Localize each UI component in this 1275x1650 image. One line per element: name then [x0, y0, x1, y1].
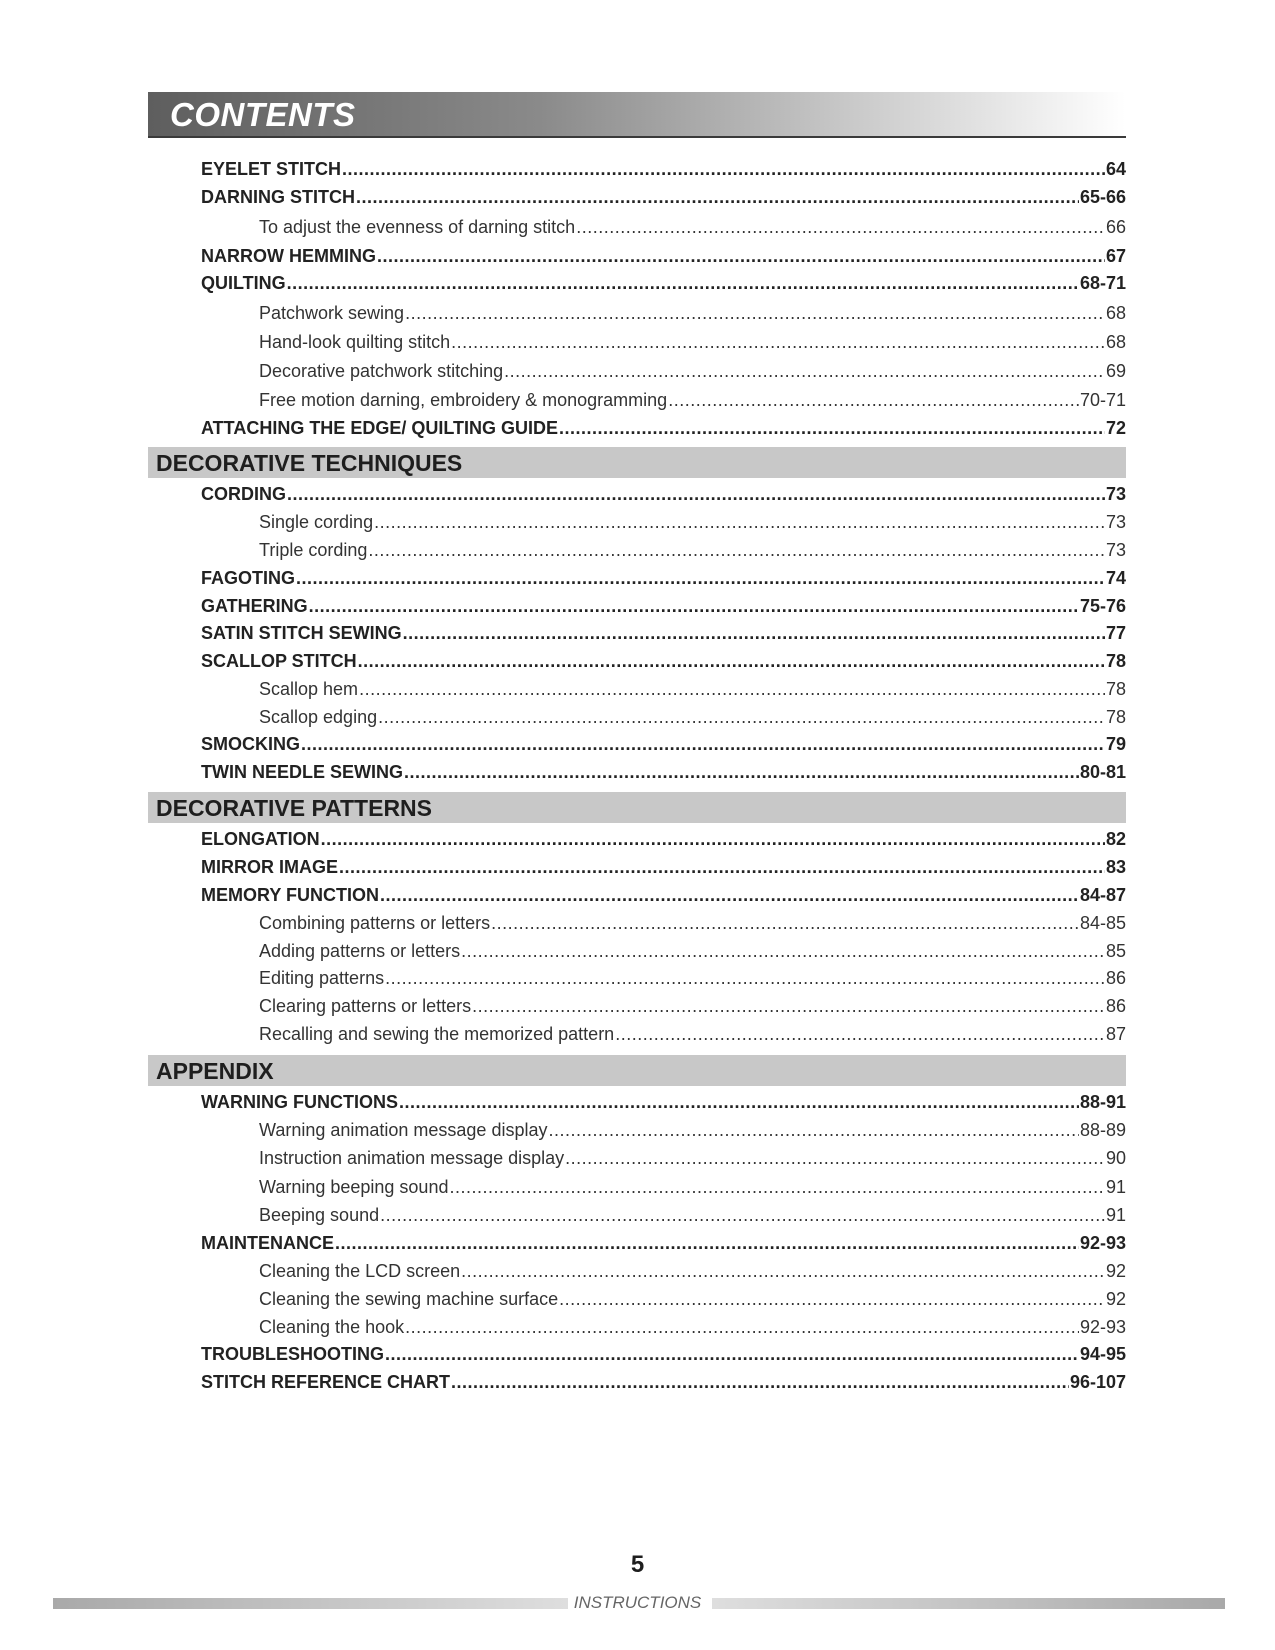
- toc-entry-label: FAGOTING: [201, 568, 295, 588]
- toc-entry-page: 83: [1105, 857, 1126, 877]
- toc-entry-label: WARNING FUNCTIONS: [201, 1092, 398, 1112]
- toc-entry[interactable]: [259, 941, 1126, 967]
- toc-entry-label: MAINTENANCE: [201, 1233, 334, 1253]
- dot-leader: [301, 734, 1105, 755]
- toc-entry-label: Combining patterns or letters: [259, 913, 491, 933]
- toc-entry-page: 92: [1105, 1261, 1126, 1281]
- dot-leader: [668, 390, 1079, 411]
- dot-leader: [296, 568, 1105, 589]
- dot-leader: [335, 1233, 1079, 1254]
- dot-leader: [491, 913, 1079, 934]
- toc-entry-page: 69: [1105, 361, 1126, 381]
- toc-entry-label: Hand-look quilting stitch: [259, 332, 451, 352]
- toc-entry[interactable]: [259, 1289, 1126, 1315]
- toc-entry-page: 91: [1105, 1205, 1126, 1225]
- toc-entry-page: 86: [1105, 996, 1126, 1016]
- toc-entry[interactable]: [259, 1024, 1126, 1050]
- dot-leader: [356, 187, 1079, 208]
- dot-leader: [377, 246, 1105, 267]
- toc-entry[interactable]: [201, 1233, 1126, 1259]
- toc-entry-label: Beeping sound: [259, 1205, 380, 1225]
- toc-entry-page: 92-93: [1079, 1317, 1126, 1337]
- dot-leader: [472, 996, 1105, 1017]
- toc-entry-label: Warning animation message display: [259, 1120, 548, 1140]
- toc-entry-label: Adding patterns or letters: [259, 941, 461, 961]
- toc-entry-page: 73: [1105, 512, 1126, 532]
- toc-entry-page: 73: [1105, 484, 1126, 504]
- toc-entry[interactable]: [259, 303, 1126, 329]
- toc-entry-page: 84-87: [1079, 885, 1126, 905]
- toc-entry[interactable]: [259, 361, 1126, 387]
- toc-entry-label: Decorative patchwork stitching: [259, 361, 504, 381]
- dot-leader: [374, 512, 1105, 533]
- toc-entry[interactable]: [201, 418, 1126, 444]
- toc-entry-page: 96-107: [1069, 1372, 1126, 1392]
- toc-entry-page: 75-76: [1079, 596, 1126, 616]
- toc-entry-label: Scallop edging: [259, 707, 378, 727]
- toc-entry-page: 68: [1105, 303, 1126, 323]
- toc-entry-page: 92: [1105, 1289, 1126, 1309]
- toc-entry-label: SATIN STITCH SEWING: [201, 623, 402, 643]
- toc-entry-label: CORDING: [201, 484, 286, 504]
- toc-entry[interactable]: [201, 596, 1126, 622]
- toc-entry[interactable]: [259, 679, 1126, 705]
- toc-entry[interactable]: [201, 273, 1126, 299]
- toc-entry-label: Cleaning the sewing machine surface: [259, 1289, 559, 1309]
- toc-entry[interactable]: [259, 1120, 1126, 1146]
- toc-entry[interactable]: [259, 332, 1126, 358]
- toc-entry-page: 77: [1105, 623, 1126, 643]
- toc-entry-page: 66: [1105, 217, 1126, 237]
- dot-leader: [565, 1148, 1105, 1169]
- dot-leader: [359, 679, 1105, 700]
- toc-entry-label: Patchwork sewing: [259, 303, 405, 323]
- section-title: DECORATIVE PATTERNS: [156, 795, 433, 821]
- section-header: [148, 792, 1126, 823]
- toc-entry-label: MEMORY FUNCTION: [201, 885, 379, 905]
- toc-entry-label: DARNING STITCH: [201, 187, 355, 207]
- toc-entry-page: 78: [1105, 707, 1126, 727]
- toc-entry-label: TWIN NEEDLE SEWING: [201, 762, 403, 782]
- toc-entry-page: 68: [1105, 332, 1126, 352]
- toc-entry[interactable]: [201, 623, 1126, 649]
- toc-entry-page: 64: [1105, 159, 1126, 179]
- toc-entry-page: 72: [1105, 418, 1126, 438]
- dot-leader: [559, 1289, 1105, 1310]
- dot-leader: [309, 596, 1079, 617]
- toc-entry-label: Warning beeping sound: [259, 1177, 449, 1197]
- toc-entry[interactable]: [201, 568, 1126, 594]
- section-header: [148, 447, 1126, 478]
- toc-entry[interactable]: [259, 217, 1126, 243]
- section-title: APPENDIX: [156, 1058, 274, 1084]
- dot-leader: [380, 1205, 1105, 1226]
- toc-entry-page: 80-81: [1079, 762, 1126, 782]
- toc-entry[interactable]: [201, 484, 1126, 510]
- page-title: CONTENTS: [170, 96, 356, 133]
- toc-entry-page: 88-91: [1079, 1092, 1126, 1112]
- dot-leader: [342, 159, 1105, 180]
- toc-entry-label: GATHERING: [201, 596, 308, 616]
- toc-entry-page: 79: [1105, 734, 1126, 754]
- toc-entry-page: 74: [1105, 568, 1126, 588]
- dot-leader: [403, 623, 1105, 644]
- toc-entry-label: Scallop hem: [259, 679, 359, 699]
- dot-leader: [576, 217, 1105, 238]
- toc-entry-label: SCALLOP STITCH: [201, 651, 357, 671]
- toc-entry-label: ELONGATION: [201, 829, 320, 849]
- toc-entry-label: Triple cording: [259, 540, 368, 560]
- toc-entry-page: 94-95: [1079, 1344, 1126, 1364]
- toc-entry-page: 65-66: [1079, 187, 1126, 207]
- dot-leader: [378, 707, 1105, 728]
- dot-leader: [451, 332, 1105, 353]
- toc-entry[interactable]: [201, 1372, 1126, 1398]
- dot-leader: [287, 484, 1105, 505]
- toc-entry-page: 70-71: [1079, 390, 1126, 410]
- toc-entry-label: SMOCKING: [201, 734, 300, 754]
- section-title: DECORATIVE TECHNIQUES: [156, 450, 463, 476]
- dot-leader: [404, 762, 1079, 783]
- toc-entry[interactable]: [259, 1177, 1126, 1203]
- toc-entry[interactable]: [201, 829, 1126, 855]
- dot-leader: [559, 418, 1105, 439]
- toc-entry-page: 78: [1105, 651, 1126, 671]
- toc-entry-label: QUILTING: [201, 273, 286, 293]
- toc-entry-label: TROUBLESHOOTING: [201, 1344, 384, 1364]
- toc-entry[interactable]: [259, 968, 1126, 994]
- dot-leader: [615, 1024, 1105, 1045]
- toc-entry-label: Cleaning the hook: [259, 1317, 405, 1337]
- toc-entry-page: 67: [1105, 246, 1126, 266]
- toc-entry[interactable]: [201, 246, 1126, 272]
- toc-entry-page: 73: [1105, 540, 1126, 560]
- dot-leader: [380, 885, 1079, 906]
- toc-entry-label: EYELET STITCH: [201, 159, 342, 179]
- toc-entry-page: 84-85: [1079, 913, 1126, 933]
- dot-leader: [385, 968, 1105, 989]
- toc-entry[interactable]: [201, 1344, 1126, 1370]
- toc-entry[interactable]: [201, 762, 1126, 788]
- dot-leader: [339, 857, 1105, 878]
- toc-entry[interactable]: [259, 996, 1126, 1022]
- contents-header: [148, 92, 1126, 138]
- toc-entry[interactable]: [259, 1148, 1126, 1174]
- toc-entry-label: Cleaning the LCD screen: [259, 1261, 461, 1281]
- dot-leader: [451, 1372, 1069, 1393]
- dot-leader: [321, 829, 1105, 850]
- toc-entry-label: NARROW HEMMING: [201, 246, 376, 266]
- dot-leader: [548, 1120, 1078, 1141]
- toc-entry-label: Single cording: [259, 512, 374, 532]
- dot-leader: [368, 540, 1105, 561]
- dot-leader: [504, 361, 1105, 382]
- toc-entry[interactable]: [259, 540, 1126, 566]
- toc-entry[interactable]: [259, 913, 1126, 939]
- toc-entry[interactable]: [259, 1261, 1126, 1287]
- toc-entry-page: 68-71: [1079, 273, 1126, 293]
- toc-entry-label: Free motion darning, embroidery & monogramming: [259, 390, 668, 410]
- toc-entry-label: MIRROR IMAGE: [201, 857, 338, 877]
- toc-entry-label: Editing patterns: [259, 968, 385, 988]
- toc-entry[interactable]: [201, 857, 1126, 883]
- toc-entry-page: 78: [1105, 679, 1126, 699]
- toc-entry-label: Clearing patterns or letters: [259, 996, 472, 1016]
- toc-entry[interactable]: [201, 651, 1126, 677]
- toc-entry[interactable]: [259, 390, 1126, 416]
- toc-entry-label: Instruction animation message display: [259, 1148, 565, 1168]
- dot-leader: [358, 651, 1105, 672]
- dot-leader: [449, 1177, 1105, 1198]
- toc-entry[interactable]: [201, 159, 1126, 185]
- toc-entry-page: 88-89: [1079, 1120, 1126, 1140]
- page-number: 5: [630, 1551, 645, 1578]
- toc-entry[interactable]: [259, 1317, 1126, 1343]
- toc-entry-label: Recalling and sewing the memorized pattern: [259, 1024, 615, 1044]
- dot-leader: [461, 941, 1105, 962]
- dot-leader: [399, 1092, 1079, 1113]
- toc-entry-page: 82: [1105, 829, 1126, 849]
- toc-entry-page: 86: [1105, 968, 1126, 988]
- toc-entry-page: 87: [1105, 1024, 1126, 1044]
- toc-entry-label: ATTACHING THE EDGE/ QUILTING GUIDE: [201, 418, 558, 438]
- toc-entry[interactable]: [259, 1205, 1126, 1231]
- dot-leader: [461, 1261, 1105, 1282]
- toc-entry-page: 90: [1105, 1148, 1126, 1168]
- toc-entry-page: 85: [1105, 941, 1126, 961]
- toc-entry[interactable]: [259, 707, 1126, 733]
- toc-entry[interactable]: [201, 1092, 1126, 1118]
- toc-entry-label: STITCH REFERENCE CHART: [201, 1372, 451, 1392]
- toc-entry-page: 91: [1105, 1177, 1126, 1197]
- toc-entry-page: 92-93: [1079, 1233, 1126, 1253]
- dot-leader: [287, 273, 1079, 294]
- toc-entry[interactable]: [201, 734, 1126, 760]
- section-header: [148, 1055, 1126, 1086]
- dot-leader: [405, 303, 1105, 324]
- toc-entry[interactable]: [201, 187, 1126, 213]
- toc-entry[interactable]: [259, 512, 1126, 538]
- dot-leader: [385, 1344, 1079, 1365]
- dot-leader: [405, 1317, 1079, 1338]
- toc-entry[interactable]: [201, 885, 1126, 911]
- toc-entry-label: To adjust the evenness of darning stitch: [259, 217, 576, 237]
- footer-label: INSTRUCTIONS: [573, 1593, 702, 1612]
